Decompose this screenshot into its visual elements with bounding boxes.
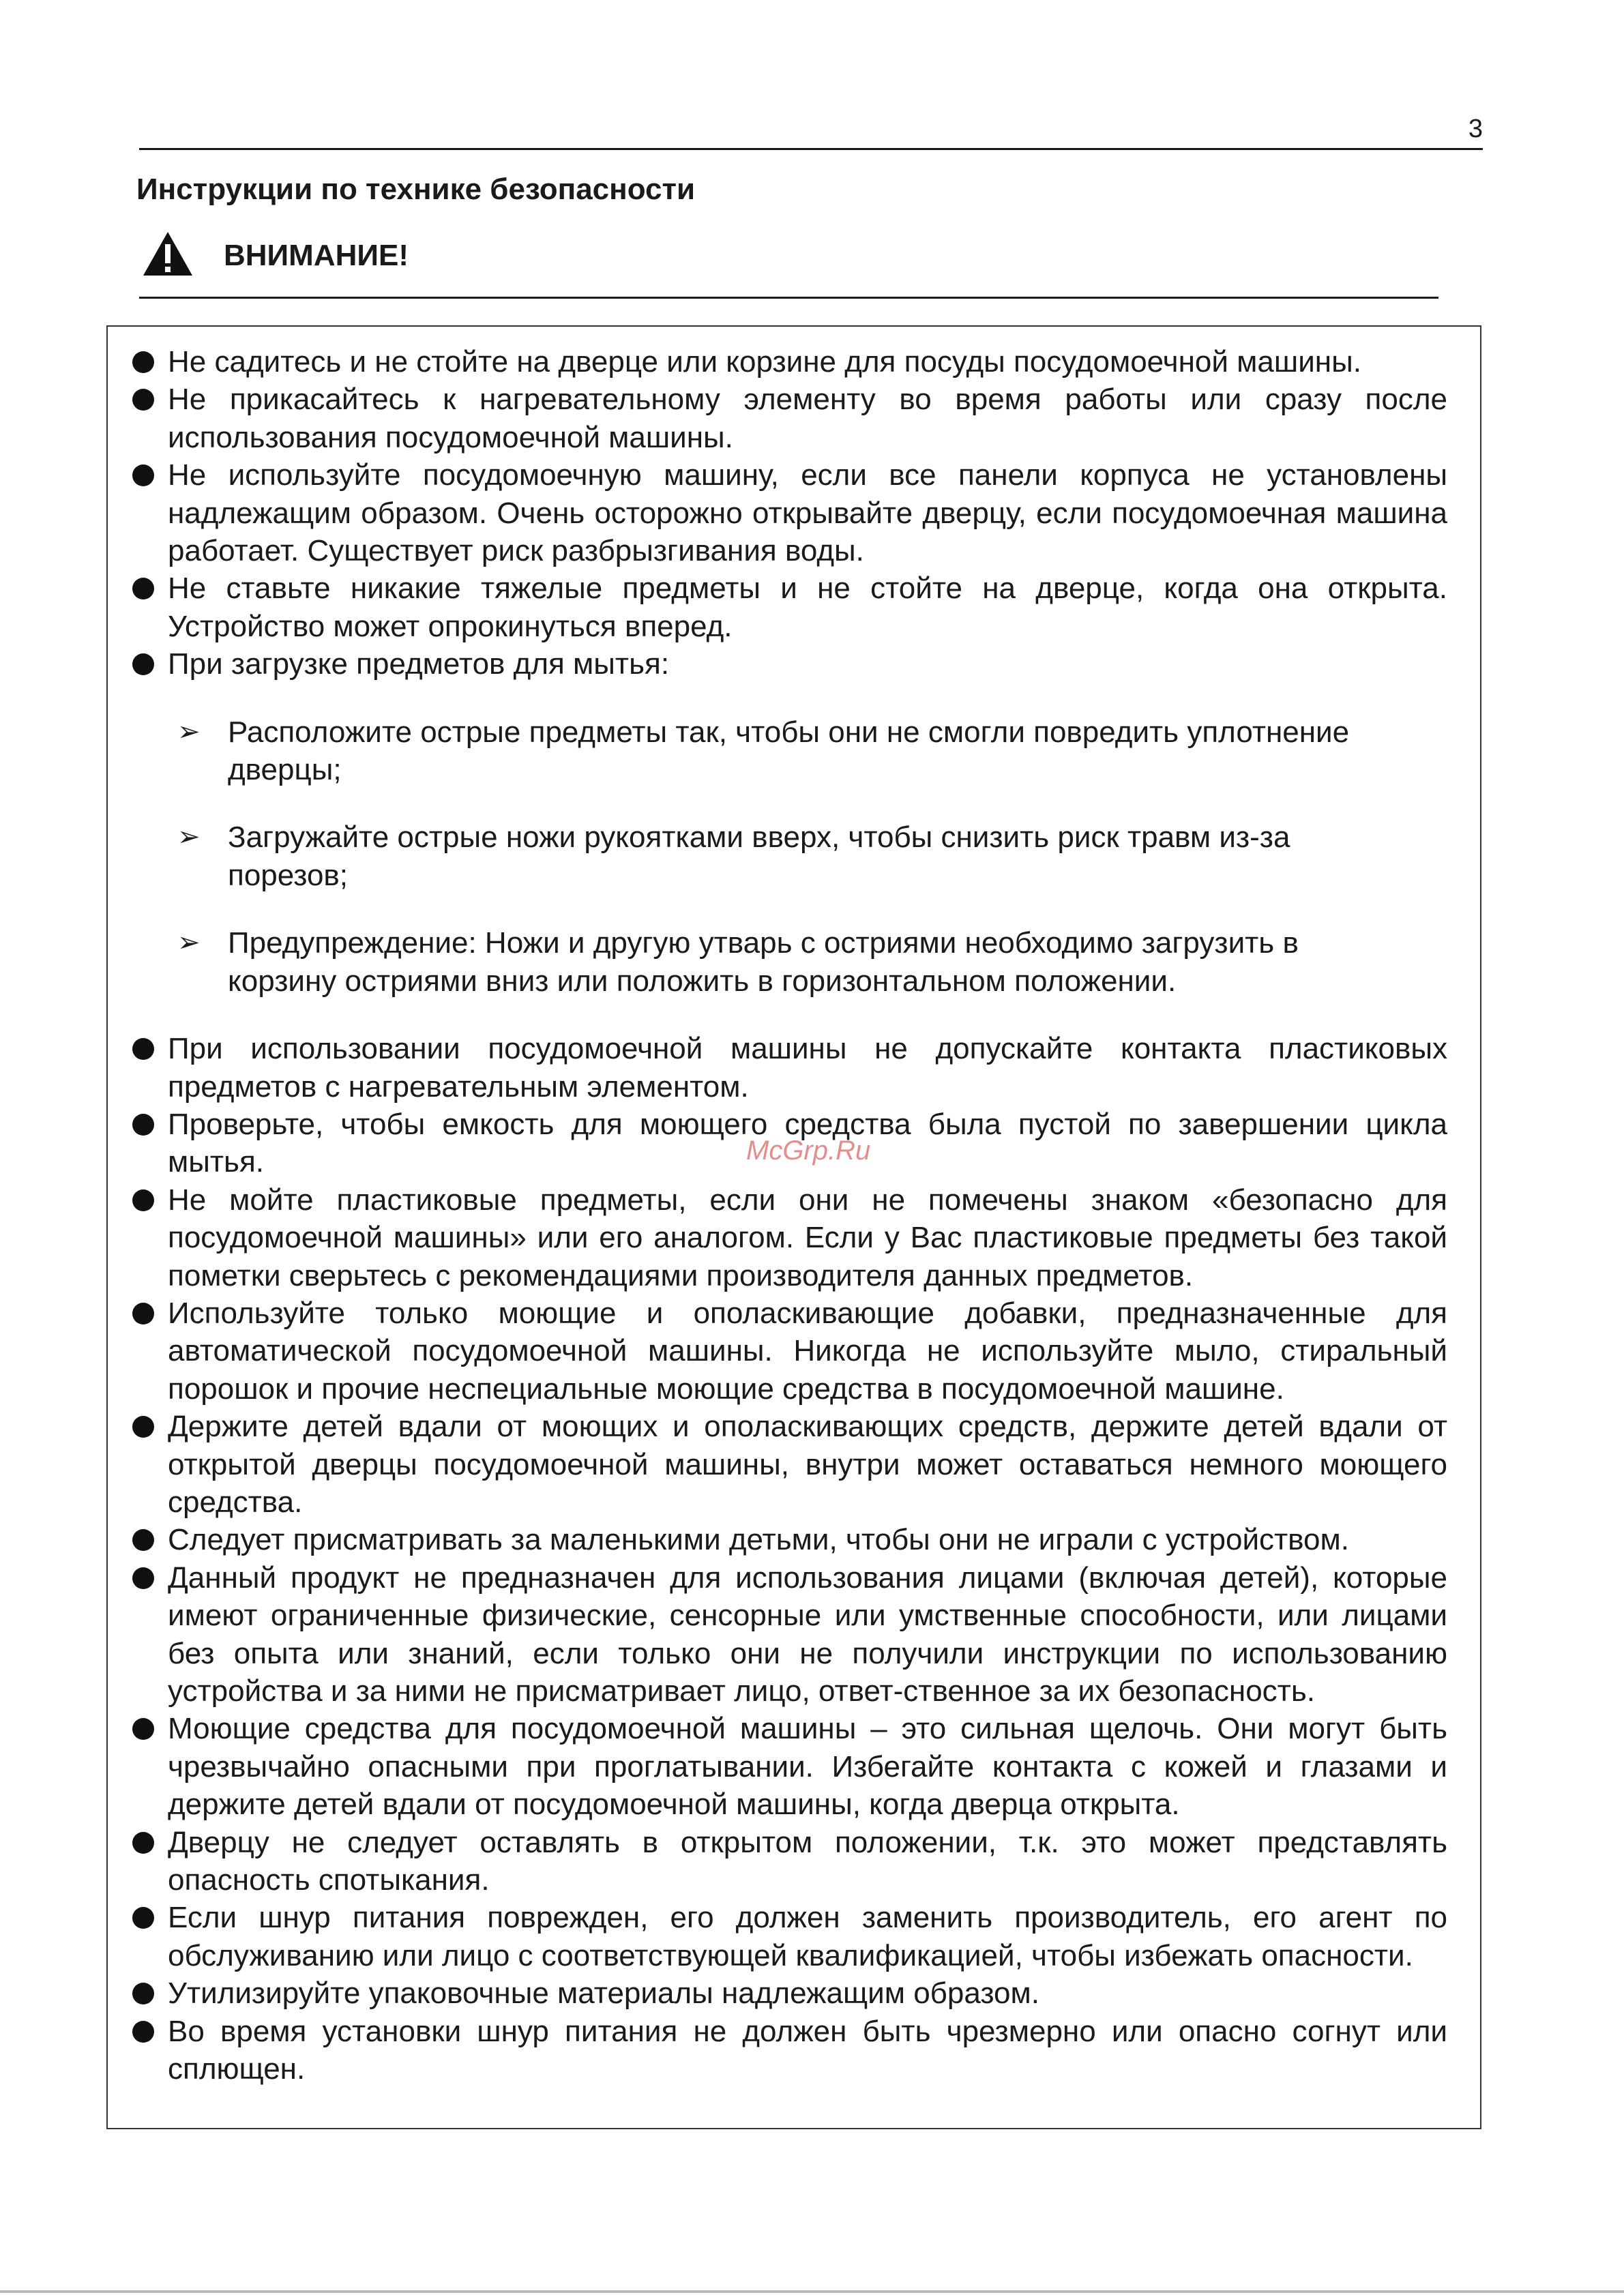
list-item: При загрузке предметов для мытья:	[168, 645, 1447, 683]
warning-triangle-icon	[142, 231, 194, 277]
bullet-icon	[132, 1983, 154, 2004]
bullet-icon	[132, 2021, 154, 2043]
sub-list-item: ➢ Расположите острые предметы так, чтобы они не смогли повредить уплотнение дверцы;	[228, 713, 1447, 789]
page-number: 3	[1468, 115, 1483, 143]
arrow-bullet-icon: ➢	[177, 716, 201, 747]
list-item: При использовании посудомоечной машины не допускайте контакта пластиковых предметов с нагревательным элементом.	[168, 1030, 1447, 1106]
list-item: Моющие средства для посудомоечной машины – это сильная щелочь. Они могут быть чрезвычайно опасными при проглатывании. Избегайте контакта с кожей и глазами и держите детей вдали от посудомоечной машины, когда дверца открыта.	[168, 1710, 1447, 1823]
arrow-bullet-icon: ➢	[177, 928, 201, 958]
list-item: Утилизируйте упаковочные материалы надлежащим образом.	[168, 1974, 1447, 2012]
list-item: Не используйте посудомоечную машину, если все панели корпуса не установлены надлежащим образом. Очень осторожно открывайте дверцу, если посудомоечная машина работает. Существует риск разбрызгивания воды.	[168, 456, 1447, 569]
warning-label: ВНИМАНИЕ!	[224, 239, 409, 272]
bullet-icon	[132, 351, 154, 373]
bullet-icon	[132, 653, 154, 675]
bullet-icon	[132, 1303, 154, 1324]
sub-list-item: ➢ Предупреждение: Ножи и другую утварь с остриями необходимо загрузить в корзину остриями вниз или положить в горизонтальном положении.	[228, 924, 1415, 1000]
list-item: Не садитесь и не стойте на дверце или корзине для посуды посудомоечной машины.	[168, 343, 1447, 381]
list-item: Используйте только моющие и ополаскивающие добавки, предназначенные для автоматической посудомоечной машины. Никогда не используйте мыло, стиральный порошок и прочие неспециальные моющие средства в посудомоечной машине.	[168, 1294, 1447, 1408]
list-item: Не прикасайтесь к нагревательному элементу во время работы или сразу после использования посудомоечной машины.	[168, 381, 1447, 456]
list-item: Следует присматривать за маленькими детьми, чтобы они не играли с устройством.	[168, 1521, 1447, 1558]
bullet-icon	[132, 1189, 154, 1211]
header-rule	[139, 148, 1483, 150]
bullet-icon	[132, 1567, 154, 1589]
list-item: Держите детей вдали от моющих и ополаскивающих средств, держите детей вдали от открытой дверцы посудомоечной машины, внутри может оставаться немного моющего средства.	[168, 1408, 1447, 1521]
list-item: Не ставьте никакие тяжелые предметы и не стойте на дверце, когда она открыта. Устройство может опрокинуться вперед.	[168, 569, 1447, 645]
warning-rule	[139, 297, 1438, 299]
watermark: McGrp.Ru	[746, 1136, 871, 1166]
list-item: Дверцу не следует оставлять в открытом положении, т.к. это может представлять опасность спотыкания.	[168, 1824, 1447, 1899]
list-item: Во время установки шнур питания не должен быть чрезмерно или опасно согнут или сплющен.	[168, 2013, 1447, 2088]
page-bottom-edge	[0, 2290, 1624, 2293]
list-item: Проверьте, чтобы емкость для моющего средства была пустой по завершении цикла мытья.	[168, 1106, 1447, 1181]
safety-instructions-list	[168, 343, 1447, 2088]
list-item: Если шнур питания поврежден, его должен заменить производитель, его агент по обслуживанию или лицо с соответствующей квалификацией, чтобы избежать опасности.	[168, 1899, 1447, 1974]
bullet-icon	[132, 1416, 154, 1438]
section-title: Инструкции по технике безопасности	[136, 173, 696, 206]
arrow-bullet-icon: ➢	[177, 822, 201, 853]
sub-list-item: ➢ Загружайте острые ножи рукоятками вверх, чтобы снизить риск травм из-за порезов;	[228, 818, 1360, 894]
bullet-icon	[132, 1114, 154, 1136]
list-item: Не мойте пластиковые предметы, если они не помечены знаком «безопасно для посудомоечной машины» или его аналогом. Если у Вас пластиковые предметы без такой пометки сверьтесь с рекомендациями производителя данных предметов.	[168, 1181, 1447, 1294]
bullet-icon	[132, 464, 154, 486]
list-item: Данный продукт не предназначен для использования лицами (включая детей), которые имеют ограниченные физические, сенсорные или умственные способности, или лицами без опыта или знаний, если только они не получили инструкции по использованию устройства и за ними не присматривает лицо, ответ-ственное за их безопасность.	[168, 1559, 1447, 1711]
bullet-icon	[132, 1038, 154, 1060]
bullet-icon	[132, 1832, 154, 1854]
